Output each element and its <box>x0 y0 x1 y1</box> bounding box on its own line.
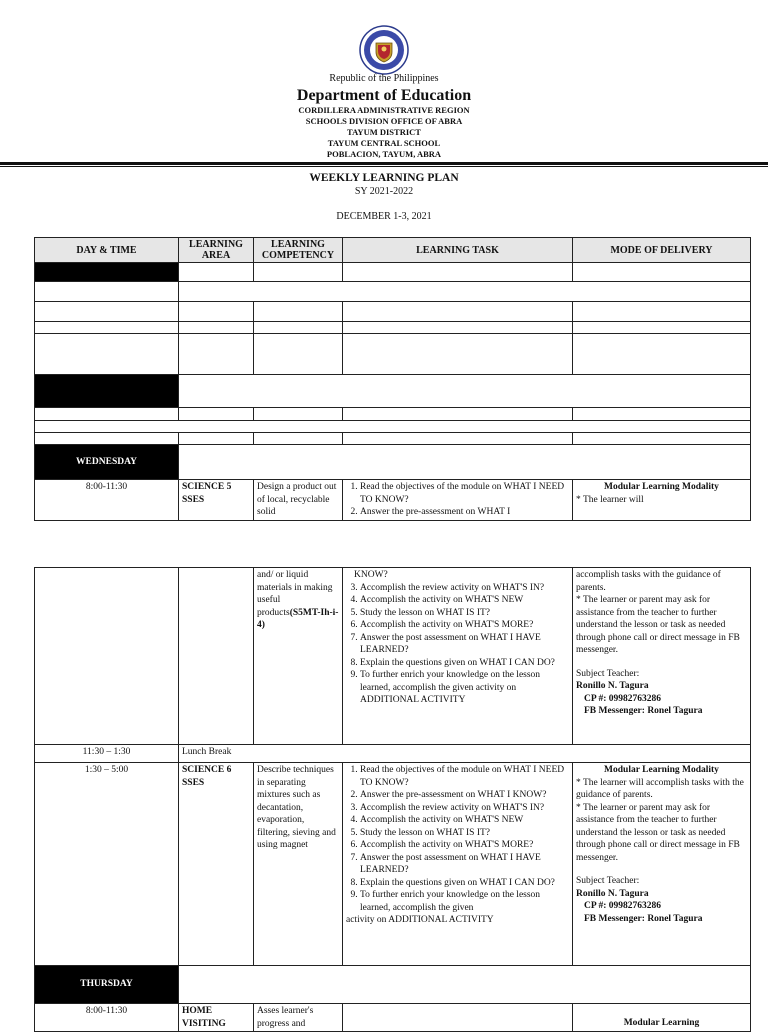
table-header-row <box>35 238 751 263</box>
table-row <box>35 282 751 302</box>
task-item: 8. Explain the questions given on WHAT I CAN DO? <box>360 877 569 890</box>
table-row <box>35 322 751 334</box>
task-item: 1. Read the objectives of the module on WHAT I NEED TO KNOW? <box>360 764 569 789</box>
mode-title: Modular Learning <box>623 1018 700 1028</box>
wed-slot1-tasks <box>343 480 573 521</box>
task-continuation: KNOW? <box>354 570 388 580</box>
weekly-plan-table <box>34 237 751 521</box>
wed-slot1-competency: Design a product out of local, recyclable solid <box>254 480 343 521</box>
wed-slot2-competency: Describe techniques in separating mixtures such as decantation, evaporation, filtering, sieving and using magnet <box>254 763 343 966</box>
mode-text: * The learner will <box>576 494 644 505</box>
teacher-fb: FB Messenger: Ronel Tagura <box>584 913 703 924</box>
table-row <box>35 302 751 322</box>
division-text: SCHOOLS DIVISION OFFICE OF ABRA <box>305 116 463 126</box>
plan-title: WEEKLY LEARNING PLAN <box>309 172 459 184</box>
wed-slot2-area: SCIENCE 6 SSES <box>179 763 254 966</box>
task-item: 3. Accomplish the review activity on WHAT'S IN? <box>360 802 569 815</box>
task-item: 5. Study the lesson on WHAT IS IT? <box>360 607 569 620</box>
wed-slot2-tasks <box>343 763 573 966</box>
task-item: 4. Accomplish the activity on WHAT'S NEW <box>360 594 569 607</box>
header-divider-thin <box>0 166 768 167</box>
wed-slot2-time: 1:30 – 5:00 <box>35 763 179 966</box>
task-item: 5. Study the lesson on WHAT IS IT? <box>360 827 569 840</box>
task-item: 6. Accomplish the activity on WHAT'S MORE? <box>360 619 569 632</box>
thu-slot1-area: HOME VISITING <box>179 1004 254 1032</box>
table-row <box>35 408 751 421</box>
task-item: 2. Answer the pre-assessment on WHAT I KNOW? <box>360 789 569 802</box>
teacher-fb: FB Messenger: Ronel Tagura <box>584 706 703 716</box>
day-band <box>35 375 179 408</box>
wednesday-label: WEDNESDAY <box>35 445 179 480</box>
mode-text: accomplish tasks with the guidance of parents. <box>576 570 721 593</box>
teacher-phone: CP #: 09982763286 <box>584 693 662 704</box>
task-item: 7. Answer the post assessment on WHAT I HAVE LEARNED? <box>360 852 569 877</box>
col-learning-competency: LEARNING COMPETENCY <box>254 238 343 263</box>
wed-slot1-competency-cont <box>254 568 343 745</box>
wed-slot1-mode <box>573 480 751 521</box>
department-title: Department of Education <box>296 87 472 104</box>
task-item: 2. Answer the pre-assessment on WHAT I <box>360 506 569 519</box>
table-row <box>35 421 751 433</box>
table-row <box>35 480 751 521</box>
teacher-name: Ronillo N. Tagura <box>576 681 649 691</box>
col-day-time: DAY & TIME <box>35 238 179 263</box>
wed-slot1-mode-cont <box>573 568 751 745</box>
table-row <box>35 433 751 445</box>
wed-slot1-time: 8:00-11:30 <box>35 480 179 521</box>
republic-text: Republic of the Philippines <box>329 73 439 84</box>
header-divider <box>0 162 768 165</box>
lunch-label: Lunch Break <box>179 745 751 763</box>
task-item: 4. Accomplish the activity on WHAT'S NEW <box>360 814 569 827</box>
task-item: 9. To further enrich your knowledge on the lesson learned, accomplish the given activity on ADDITIONAL ACTIVITY <box>360 669 569 707</box>
lunch-time: 11:30 – 1:30 <box>35 745 179 763</box>
wed-slot1-tasks-cont <box>343 568 573 745</box>
day-band <box>35 263 179 282</box>
task-item: 8. Explain the questions given on WHAT I CAN DO? <box>360 657 569 670</box>
table-row <box>35 1004 751 1032</box>
task-item: 9. To further enrich your knowledge on the lesson learned, accomplish the given <box>360 889 569 914</box>
mode-title: Modular Learning Modality <box>604 482 719 492</box>
table-row <box>35 334 751 375</box>
teacher-name: Ronillo N. Tagura <box>576 888 649 899</box>
wed-slot1-area: SCIENCE 5 SSES <box>179 480 254 521</box>
deped-seal-icon <box>359 25 409 75</box>
mode-text: * The learner or parent may ask for assistance from the teacher to further understand the lesson or task as needed through phone call or direct message in FB messenger. <box>576 595 740 655</box>
task-item: 3. Accomplish the review activity on WHAT'S IN? <box>360 582 569 595</box>
mode-text: * The learner will accomplish tasks with the guidance of parents. <box>576 777 744 800</box>
thursday-label: THURSDAY <box>35 966 179 1004</box>
table-row <box>35 375 751 408</box>
task-item: 7. Answer the post assessment on WHAT I HAVE LEARNED? <box>360 632 569 657</box>
competency-code: (S5MT-Ih-i-4) <box>257 607 339 630</box>
plan-dates: DECEMBER 1-3, 2021 <box>336 211 432 222</box>
table-row <box>35 763 751 966</box>
thu-slot1-competency: Asses learner's progress and <box>254 1004 343 1032</box>
thu-slot1-time: 8:00-11:30 <box>35 1004 179 1032</box>
task-item: 6. Accomplish the activity on WHAT'S MORE? <box>360 839 569 852</box>
wed-slot2-mode <box>573 763 751 966</box>
region-text: CORDILLERA ADMINISTRATIVE REGION <box>298 105 470 115</box>
task-item: 1. Read the objectives of the module on WHAT I NEED TO KNOW? <box>360 481 569 506</box>
thursday-row <box>35 966 751 1004</box>
mode-title: Modular Learning Modality <box>604 765 719 775</box>
school-text: TAYUM CENTRAL SCHOOL <box>327 138 441 148</box>
table-row <box>35 263 751 282</box>
subject-teacher-label: Subject Teacher: <box>576 876 640 886</box>
task-continuation: activity on ADDITIONAL ACTIVITY <box>346 915 494 925</box>
col-learning-task: LEARNING TASK <box>343 238 573 263</box>
address-text: POBLACION, TAYUM, ABRA <box>326 149 442 159</box>
col-mode-of-delivery: MODE OF DELIVERY <box>573 238 751 263</box>
subject-teacher-label: Subject Teacher: <box>576 668 640 679</box>
district-text: TAYUM DISTRICT <box>347 127 421 137</box>
wednesday-row <box>35 445 751 480</box>
col-learning-area: LEARNING AREA <box>179 238 254 263</box>
school-year: SY 2021-2022 <box>354 186 414 197</box>
mode-text: * The learner or parent may ask for assistance from the teacher to further understand the lesson or task as needed through phone call or direct message in FB messenger. <box>576 802 740 863</box>
weekly-plan-table-continued <box>34 567 751 1032</box>
lunch-row <box>35 745 751 763</box>
thu-slot1-mode <box>573 1004 751 1032</box>
competency-text: and/ or liquid materials in making useful products <box>257 570 333 618</box>
table-row <box>35 568 751 745</box>
teacher-phone: CP #: 09982763286 <box>584 901 662 911</box>
